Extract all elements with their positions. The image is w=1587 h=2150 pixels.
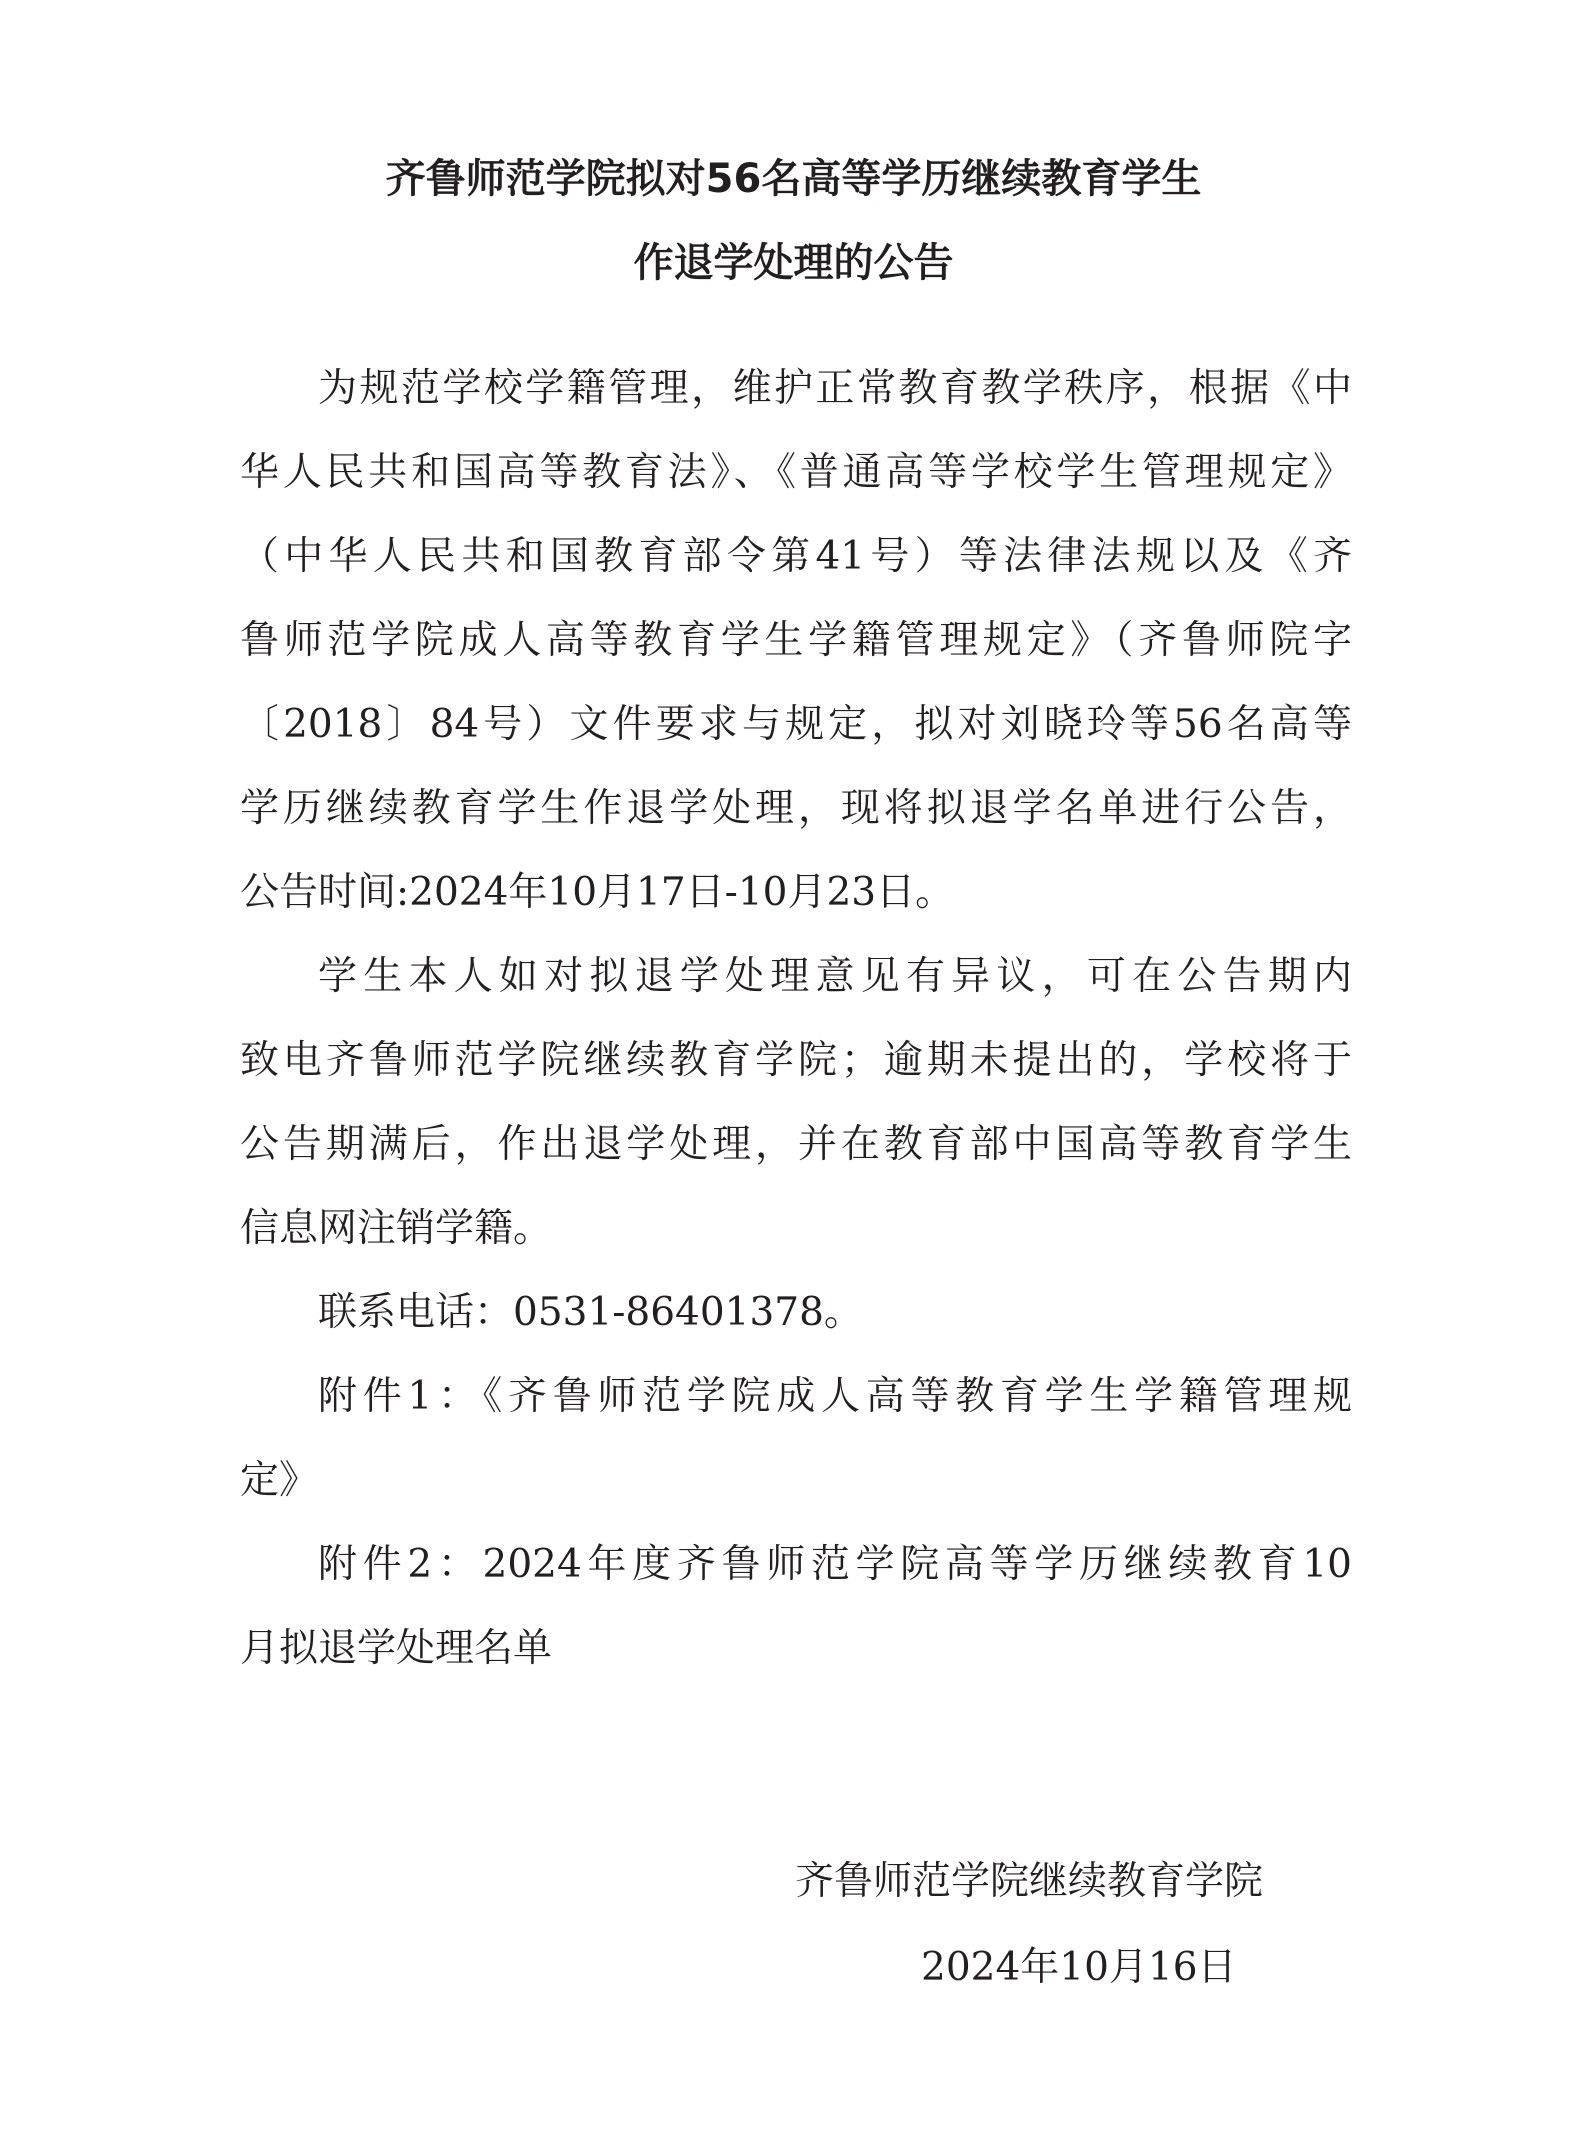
paragraph-1-line-4: 鲁师范学院成人高等教育学生学籍管理规定》（齐鲁师院字 [240, 618, 1352, 663]
paragraph-2-line-3: 公告期满后，作出退学处理，并在教育部中国高等教育学生 [240, 1122, 1352, 1167]
attachment-2-line-1: 附件2：2024年度齐鲁师范学院高等学历继续教育10 [318, 1542, 1352, 1587]
paragraph-1-line-2: 华人民共和国高等教育法》、《普通高等学校学生管理规定》 [240, 450, 1352, 495]
attachment-1-line-2: 定》 [240, 1458, 319, 1503]
paragraph-2-line-1: 学生本人如对拟退学处理意见有异议，可在公告期内 [318, 954, 1352, 999]
paragraph-1-line-6: 学历继续教育学生作退学处理，现将拟退学名单进行公告， [240, 786, 1352, 831]
contact-phone-line: 联系电话：0531-86401378。 [318, 1290, 863, 1335]
paragraph-1-line-5: 〔2018〕84号）文件要求与规定，拟对刘晓玲等56名高等 [240, 702, 1352, 747]
paragraph-1-line-1: 为规范学校学籍管理，维护正常教育教学秩序，根据《中 [318, 366, 1352, 411]
signature-date: 2024年10月16日 [921, 1945, 1237, 1990]
paragraph-1-line-7: 公告时间:2024年10月17日-10月23日。 [240, 870, 955, 915]
paragraph-2-line-4: 信息网注销学籍。 [240, 1206, 553, 1251]
signature-organization: 齐鲁师范学院继续教育学院 [795, 1859, 1264, 1904]
title-line-1: 齐鲁师范学院拟对56名高等学历继续教育学生 [385, 156, 1202, 202]
paragraph-2-line-2: 致电齐鲁师范学院继续教育学院；逾期未提出的，学校将于 [240, 1038, 1352, 1083]
attachment-1-line-1: 附件1：《齐鲁师范学院成人高等教育学生学籍管理规 [318, 1374, 1352, 1419]
title-line-2: 作退学处理的公告 [633, 240, 954, 286]
paragraph-1-line-3: （中华人民共和国教育部令第41号）等法律法规以及《齐 [240, 534, 1352, 579]
attachment-2-line-2: 月拟退学处理名单 [240, 1626, 553, 1671]
